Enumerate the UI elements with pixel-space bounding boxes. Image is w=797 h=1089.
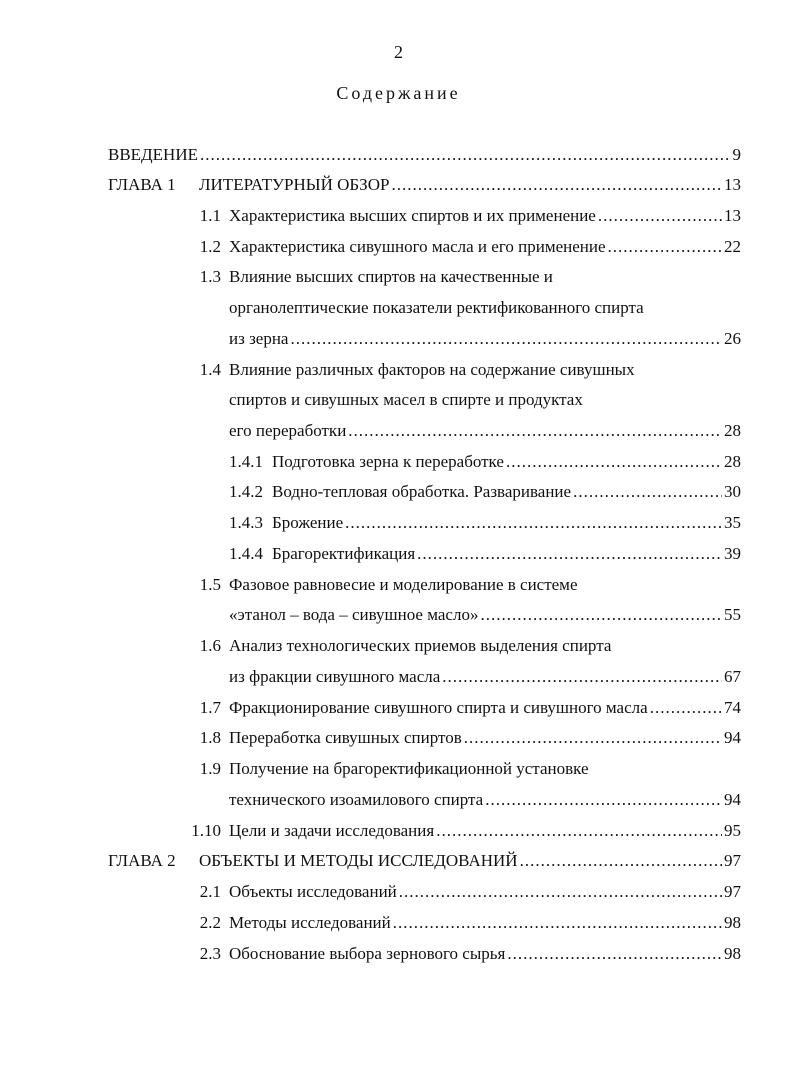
toc-page-number: 67: [724, 667, 741, 686]
toc-entry-number: 1.6: [199, 636, 221, 655]
toc-entry-number: 1.7: [199, 698, 221, 717]
toc-entry-number: 1.4: [199, 360, 221, 379]
toc-entry-line: [272, 542, 741, 566]
dot-leader: [520, 849, 722, 873]
toc-entry-title: Водно-тепловая обработка. Разваривание: [272, 482, 572, 501]
toc-entry-number: 1.4.3: [229, 513, 263, 532]
toc-title: Содержание: [336, 83, 461, 103]
toc-entry-number: ГЛАВА 2: [108, 851, 176, 870]
toc-entry-line: [229, 942, 741, 966]
toc-entry-number: 1.1: [199, 206, 221, 225]
toc-page-number: 55: [724, 605, 741, 624]
toc-entry-title: Характеристика сивушного масла и его применение: [229, 237, 606, 256]
toc-entry-line: [272, 511, 741, 535]
toc-page-number: 97: [724, 851, 741, 870]
dot-leader: [393, 911, 722, 935]
toc-entry-number: 1.10: [191, 821, 221, 840]
toc-entry-line: [229, 265, 553, 289]
dot-leader: [573, 480, 722, 504]
toc-page-number: 28: [724, 421, 741, 440]
toc-page-number: 22: [724, 237, 741, 256]
toc-entry-line: [229, 696, 741, 720]
toc-entry-number: 1.9: [199, 759, 221, 778]
dot-leader: [345, 511, 722, 535]
toc-entry-title: Влияние высших спиртов на качественные и: [229, 267, 553, 286]
dot-leader: [348, 419, 722, 443]
toc-entry-title: из зерна: [229, 329, 289, 348]
toc-entry-title: Характеристика высших спиртов и их применение: [229, 206, 596, 225]
toc-page-number: 39: [724, 544, 741, 563]
toc-entry-title: Брагоректификация: [272, 544, 416, 563]
toc-entry-line: [229, 880, 741, 904]
toc-entry-number: 2.3: [199, 944, 221, 963]
toc-entry-number: 1.4.4: [229, 544, 263, 563]
toc-entry-line: [272, 480, 741, 504]
toc-entry-title: Цели и задачи исследования: [229, 821, 435, 840]
toc-entry-number: 1.2: [199, 237, 221, 256]
dot-leader: [290, 327, 722, 351]
toc-page-number: 30: [724, 482, 741, 501]
toc-entry-number: ГЛАВА 1: [108, 175, 176, 194]
toc-entry-title: его переработки: [229, 421, 347, 440]
toc-entry-title: органолептические показатели ректификованного спирта: [229, 298, 644, 317]
toc-entry-line: [229, 911, 741, 935]
toc-entry-title: Фракционирование сивушного спирта и сивушного масла: [229, 698, 648, 717]
toc-entry-title: Подготовка зерна к переработке: [272, 452, 504, 471]
toc-entry-line: [199, 849, 741, 873]
toc-entry-line: [229, 788, 741, 812]
toc-page-number: 13: [724, 206, 741, 225]
toc-page-number: 97: [724, 882, 741, 901]
toc-entry-title: ВВЕДЕНИЕ: [108, 145, 198, 164]
toc-entry-title: Методы исследований: [229, 913, 391, 932]
dot-leader: [399, 880, 722, 904]
toc-entry-title: Анализ технологических приемов выделения спирта: [229, 636, 612, 655]
toc-entry-title: спиртов и сивушных масел в спирте и продуктах: [229, 390, 583, 409]
dot-leader: [464, 726, 722, 750]
toc-entry-title: ЛИТЕРАТУРНЫЙ ОБЗОР: [199, 175, 390, 194]
dot-leader: [436, 819, 722, 843]
toc-entry-number: 1.5: [199, 575, 221, 594]
toc-entry-line: [199, 173, 741, 197]
toc-entry-line: [229, 573, 577, 597]
toc-entry-number: 1.4.1: [229, 452, 263, 471]
toc-entry-title: Получение на брагоректификационной установке: [229, 759, 589, 778]
toc-page-number: 28: [724, 452, 741, 471]
toc-entry-line: [229, 757, 589, 781]
toc-entry-line: [229, 419, 741, 443]
dot-leader: [608, 235, 722, 259]
toc-page-number: 13: [724, 175, 741, 194]
toc-page-number: 74: [724, 698, 741, 717]
dot-leader: [417, 542, 722, 566]
toc-entry-line: [229, 634, 611, 658]
toc-entry-number: 1.8: [199, 728, 221, 747]
toc-page-number: 9: [732, 145, 741, 164]
toc-entry-line: [229, 327, 741, 351]
toc-entry-line: [229, 296, 644, 320]
dot-leader: [485, 788, 722, 812]
dot-leader: [598, 204, 722, 228]
toc-entry-line: [108, 143, 741, 167]
toc-entry-title: ОБЪЕКТЫ И МЕТОДЫ ИССЛЕДОВАНИЙ: [199, 851, 518, 870]
toc-entry-line: [229, 235, 741, 259]
toc-entry-line: [229, 665, 741, 689]
toc-page-number: 98: [724, 944, 741, 963]
toc-entry-line: [229, 603, 741, 627]
toc-entry-title: Влияние различных факторов на содержание сивушных: [229, 360, 635, 379]
toc-entry-title: технического изоамилового спирта: [229, 790, 484, 809]
toc-entry-title: Объекты исследований: [229, 882, 397, 901]
toc-entry-number: 2.1: [199, 882, 221, 901]
toc-page-number: 95: [724, 821, 741, 840]
toc-entry-number: 1.4.2: [229, 482, 263, 501]
toc-entry-title: Обоснование выбора зернового сырья: [229, 944, 506, 963]
toc-entry-title: «этанол – вода – сивушное масло»: [229, 605, 479, 624]
page-number: 2: [394, 42, 403, 62]
dot-leader: [200, 143, 731, 167]
toc-page-number: 26: [724, 329, 741, 348]
toc-entry-line: [229, 819, 741, 843]
dot-leader: [391, 173, 722, 197]
toc-entry-line: [272, 450, 741, 474]
toc-page-number: 35: [724, 513, 741, 532]
dot-leader: [480, 603, 722, 627]
toc-entry-title: Брожение: [272, 513, 344, 532]
dot-leader: [650, 696, 722, 720]
toc-entry-line: [229, 726, 741, 750]
toc-entry-line: [229, 204, 741, 228]
toc-page-number: 94: [724, 728, 741, 747]
toc-entry-number: 1.3: [199, 267, 221, 286]
toc-page-number: 98: [724, 913, 741, 932]
toc-page-number: 94: [724, 790, 741, 809]
toc-entry-number: 2.2: [199, 913, 221, 932]
dot-leader: [507, 942, 722, 966]
toc-entry-title: Переработка сивушных спиртов: [229, 728, 462, 747]
dot-leader: [442, 665, 722, 689]
toc-entry-title: Фазовое равновесие и моделирование в системе: [229, 575, 578, 594]
toc-entry-title: из фракции сивушного масла: [229, 667, 441, 686]
dot-leader: [506, 450, 722, 474]
toc-entry-line: [229, 358, 635, 382]
toc-entry-line: [229, 388, 583, 412]
